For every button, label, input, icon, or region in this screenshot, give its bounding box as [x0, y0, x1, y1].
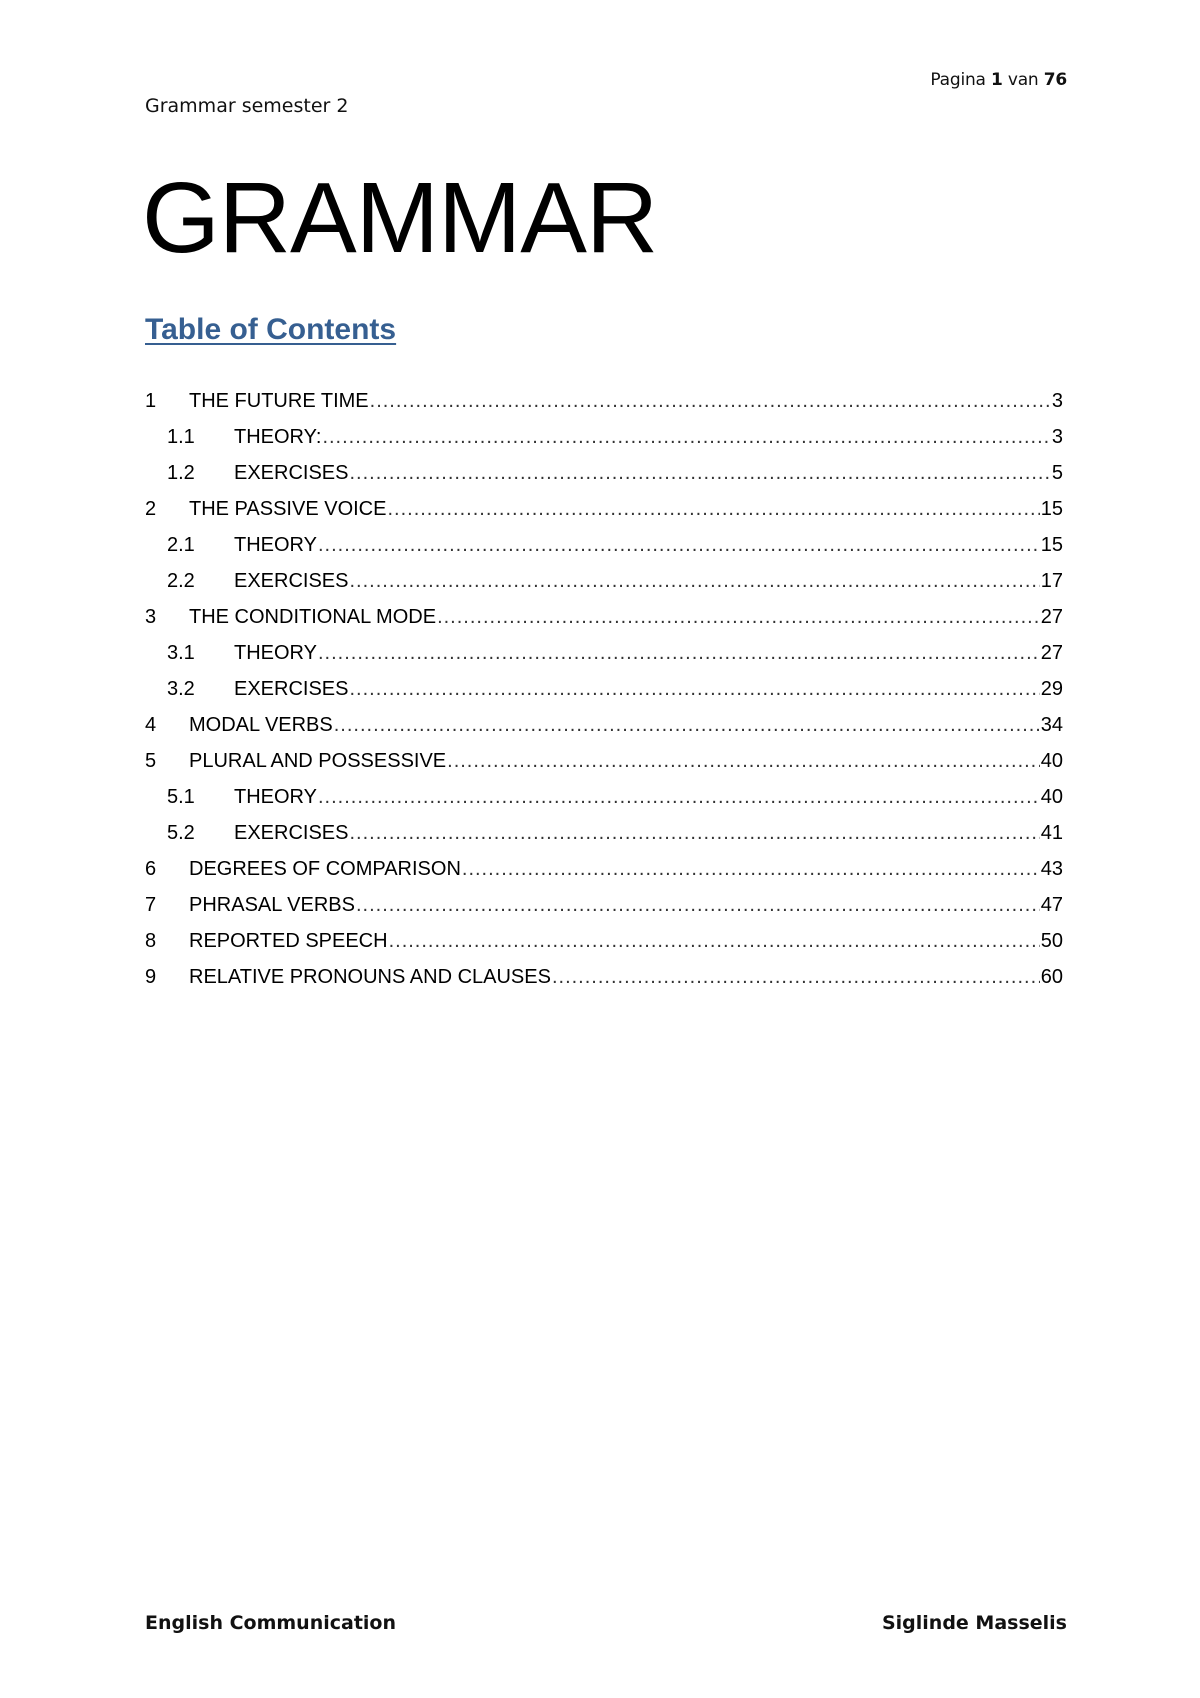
toc-entry[interactable]: [145, 714, 1063, 750]
page-current: 1: [991, 70, 1003, 90]
toc-entry-label: EXERCISES: [234, 822, 349, 844]
toc-entry[interactable]: [145, 534, 1063, 570]
toc-entry-number: 2.1: [167, 534, 195, 556]
toc-entry[interactable]: [145, 642, 1063, 678]
toc-entry-number: 9: [145, 966, 157, 988]
toc-leader-dots: [370, 390, 1051, 413]
toc-entry-page: 3: [1051, 390, 1063, 412]
toc-heading: Table of Contents: [145, 313, 397, 346]
toc-entry-page: 43: [1040, 858, 1063, 880]
toc-entry-label: EXERCISES: [234, 570, 349, 592]
toc-entry[interactable]: [145, 750, 1063, 786]
toc-entry-label: PHRASAL VERBS: [189, 894, 355, 916]
page-mid: van: [1007, 70, 1039, 90]
toc-entry-page: 15: [1040, 498, 1063, 520]
toc-entry-page: 27: [1040, 642, 1063, 664]
page-number: [930, 70, 1067, 90]
toc-entry-label: REPORTED SPEECH: [189, 930, 388, 952]
toc-entry-page: 15: [1040, 534, 1063, 556]
toc-entry-number: 1: [145, 390, 157, 412]
toc-entry-number: 5.1: [167, 786, 195, 808]
toc-entry-page: 5: [1051, 462, 1063, 484]
toc-entry[interactable]: [145, 894, 1063, 930]
toc-entry[interactable]: [145, 858, 1063, 894]
toc-entry-label: PLURAL AND POSSESSIVE: [189, 750, 447, 772]
document-title: GRAMMAR: [142, 162, 658, 274]
toc-entry-page: 34: [1040, 714, 1063, 736]
toc-leader-dots: [437, 606, 1040, 629]
toc-leader-dots: [318, 642, 1040, 665]
toc-leader-dots: [387, 498, 1039, 521]
toc-entry-label: THEORY:: [234, 426, 322, 448]
toc-entry-page: 40: [1040, 786, 1063, 808]
toc-entry-number: 5.2: [167, 822, 195, 844]
toc-entry[interactable]: [145, 426, 1063, 462]
toc-entry[interactable]: [145, 822, 1063, 858]
toc-leader-dots: [349, 462, 1050, 485]
toc-entry[interactable]: [145, 570, 1063, 606]
toc-entry-page: 60: [1040, 966, 1063, 988]
toc-entry-label: THEORY: [234, 786, 317, 808]
toc-entry-page: 27: [1040, 606, 1063, 628]
toc-entry[interactable]: [145, 786, 1063, 822]
toc-entry-label: EXERCISES: [234, 462, 349, 484]
toc-entry-label: MODAL VERBS: [189, 714, 333, 736]
toc-entry-label: THE CONDITIONAL MODE: [189, 606, 437, 628]
page-prefix: Pagina: [930, 70, 986, 90]
footer-course: English Communication: [145, 1612, 396, 1634]
toc-leader-dots: [349, 570, 1039, 593]
table-of-contents: [145, 390, 1063, 1002]
toc-entry-label: RELATIVE PRONOUNS AND CLAUSES: [189, 966, 551, 988]
toc-entry-number: 2.2: [167, 570, 195, 592]
toc-leader-dots: [318, 534, 1040, 557]
toc-entry-number: 3.1: [167, 642, 195, 664]
header-title: Grammar semester 2: [145, 95, 349, 117]
toc-leader-dots: [349, 822, 1039, 845]
toc-entry-number: 3.2: [167, 678, 195, 700]
page-total: 76: [1043, 70, 1067, 90]
toc-entry-number: 3: [145, 606, 157, 628]
toc-entry-page: 17: [1040, 570, 1063, 592]
toc-entry-page: 50: [1040, 930, 1063, 952]
toc-entry-number: 4: [145, 714, 157, 736]
toc-entry-label: EXERCISES: [234, 678, 349, 700]
toc-entry-label: THEORY: [234, 642, 317, 664]
toc-entry-number: 8: [145, 930, 157, 952]
toc-leader-dots: [349, 678, 1039, 701]
toc-entry-page: 47: [1040, 894, 1063, 916]
toc-entry-label: THE FUTURE TIME: [189, 390, 369, 412]
footer-author: Siglinde Masselis: [881, 1612, 1067, 1634]
toc-entry-page: 40: [1040, 750, 1063, 772]
toc-leader-dots: [447, 750, 1040, 773]
toc-entry[interactable]: [145, 678, 1063, 714]
toc-entry-label: THEORY: [234, 534, 317, 556]
toc-entry[interactable]: [145, 606, 1063, 642]
toc-leader-dots: [356, 894, 1040, 917]
toc-leader-dots: [322, 426, 1050, 449]
toc-entry[interactable]: [145, 966, 1063, 1002]
toc-entry-number: 1.2: [167, 462, 195, 484]
toc-entry[interactable]: [145, 390, 1063, 426]
toc-entry-page: 3: [1051, 426, 1063, 448]
toc-leader-dots: [318, 786, 1040, 809]
toc-entry-number: 6: [145, 858, 157, 880]
toc-entry-page: 29: [1040, 678, 1063, 700]
toc-leader-dots: [552, 966, 1040, 989]
toc-entry-number: 7: [145, 894, 157, 916]
toc-entry-number: 1.1: [167, 426, 195, 448]
toc-entry[interactable]: [145, 930, 1063, 966]
toc-leader-dots: [462, 858, 1040, 881]
toc-leader-dots: [389, 930, 1040, 953]
toc-leader-dots: [334, 714, 1040, 737]
toc-entry-number: 2: [145, 498, 157, 520]
toc-entry[interactable]: [145, 498, 1063, 534]
toc-entry-label: DEGREES OF COMPARISON: [189, 858, 461, 880]
toc-entry-number: 5: [145, 750, 157, 772]
toc-entry[interactable]: [145, 462, 1063, 498]
toc-entry-label: THE PASSIVE VOICE: [189, 498, 387, 520]
toc-entry-page: 41: [1040, 822, 1063, 844]
